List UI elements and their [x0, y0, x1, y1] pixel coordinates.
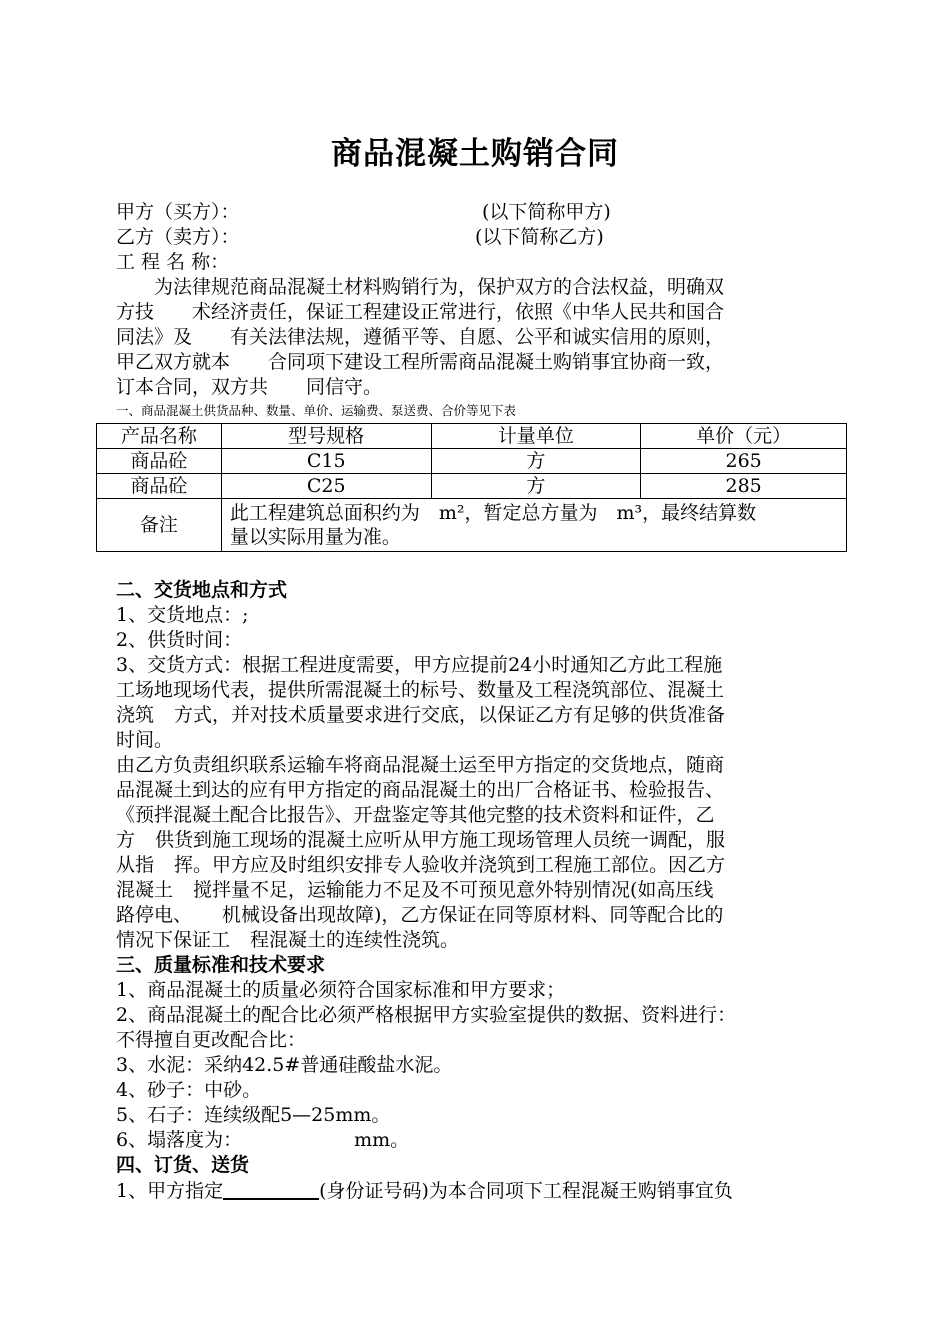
preamble-fragment: 方技: [116, 301, 155, 323]
transport-fragment: 机械设备出现故障)，乙方保证在同等原材料、同等配合比的: [222, 904, 724, 926]
table-cell: 商品砼: [97, 474, 222, 499]
table-note-text: [221, 499, 846, 552]
table-note-row: [97, 499, 847, 552]
preamble-fragment: 有关法律法规，遵循平等、自愿、公平和诚实信用的原则，: [230, 326, 725, 348]
transport-line: [116, 853, 725, 877]
buyer-label: 甲方（买方）：: [116, 201, 240, 223]
transport-fragment: 情况下保证工: [116, 929, 231, 951]
seller-note: (以下简称乙方): [475, 226, 604, 248]
transport-line: 由乙方负责组织联系运输车将商品混凝土运至甲方指定的交货地点，随商: [116, 754, 725, 776]
section-3-heading: 三、质量标准和技术要求: [116, 954, 326, 976]
table-header-row: [97, 424, 847, 449]
preamble-line: [116, 350, 724, 374]
table-note-line: 量以实际用量为准。: [229, 526, 401, 548]
section-4-heading: 四、订货、送货: [116, 1154, 250, 1176]
goods-table: [96, 423, 847, 552]
delivery-mode-line: 时间。: [116, 729, 174, 751]
preamble-line: [116, 300, 724, 324]
delivery-mode-fragment: 方式，并对技术质量要求进行交底，以保证乙方有足够的供货准备: [174, 704, 726, 726]
preamble-fragment: 术经济责任，保证工程建设正常进行，依照《中华人民共和国合: [192, 301, 725, 323]
table-cell: 265: [641, 449, 847, 474]
table-header-cell: 型号规格: [221, 424, 431, 449]
preamble-line: [116, 325, 724, 349]
table-row: [97, 474, 847, 499]
transport-fragment: 程混凝土的连续性浇筑。: [250, 929, 460, 951]
delivery-mode-line: 3、交货方式：根据工程进度需要，甲方应提前24小时通知乙方此工程施: [116, 654, 723, 676]
preamble-fragment: 同信守。: [306, 376, 383, 398]
quality-item: 4、砂子：中砂。: [116, 1079, 262, 1101]
designee-blank-field[interactable]: [223, 1178, 319, 1200]
seller-label: 乙方（卖方）：: [116, 226, 240, 248]
preamble-line: [116, 375, 382, 399]
table-header-cell: 单价（元）: [641, 424, 847, 449]
table-cell: 285: [641, 474, 847, 499]
transport-fragment: 搅拌量不足，运输能力不足及不可预见意外特别情况(如高压线: [193, 879, 714, 901]
delivery-time: 2、供货时间：: [116, 629, 243, 651]
transport-line: [116, 928, 459, 952]
quality-item: 5、石子：连续级配5—25mm。: [116, 1104, 391, 1126]
transport-line: [116, 828, 725, 852]
table-cell: 方: [431, 449, 641, 474]
table-note-line: 此工程建筑总面积约为 m²，暂定总方量为 m³，最终结算数: [229, 502, 757, 524]
table-header-cell: 计量单位: [431, 424, 641, 449]
table-row: [97, 449, 847, 474]
transport-fragment: 挥。甲方应及时组织安排专人验收并浇筑到工程施工部位。因乙方: [174, 854, 726, 876]
transport-fragment: 路停电、: [116, 904, 193, 926]
table-cell: 方: [431, 474, 641, 499]
transport-line: 《预拌混凝土配合比报告》、开盘鉴定等其他完整的技术资料和证件，乙: [116, 804, 715, 826]
transport-line: [116, 903, 723, 927]
transport-fragment: 供货到施工现场的混凝土应听从甲方施工现场管理人员统一调配，服: [155, 829, 726, 851]
transport-line: 品混凝土到达的应有甲方指定的商品混凝土的出厂合格证书、检验报告、: [116, 779, 725, 801]
preamble-line: 为法律规范商品混凝土材料购销行为，保护双方的合法权益，明确双: [154, 276, 725, 298]
transport-line: [116, 878, 713, 902]
section-1-caption: 一、商品混凝土供货品种、数量、单价、运输费、泵送费、合价等见下表: [116, 403, 517, 418]
slump-label: 6、塌落度为：: [116, 1129, 243, 1151]
delivery-mode-line: 工场地现场代表，提供所需混凝土的标号、数量及工程浇筑部位、混凝土: [116, 679, 725, 701]
order-item-prefix: 1、甲方指定: [116, 1180, 224, 1202]
section-2-heading: 二、交货地点和方式: [116, 579, 288, 601]
transport-fragment: 从指: [116, 854, 155, 876]
preamble-fragment: 合同项下建设工程所需商品混凝土购销事宜协商一致，: [268, 351, 725, 373]
quality-item: [116, 1128, 409, 1152]
table-note-label: 备注: [97, 499, 222, 552]
quality-item: 3、水泥：采纳42.5#普通硅酸盐水泥。: [116, 1054, 453, 1076]
document-title: 商品混凝土购销合同: [331, 136, 619, 172]
table-cell: C15: [221, 449, 431, 474]
buyer-note: (以下简称甲方): [482, 201, 611, 223]
transport-fragment: 方: [116, 829, 136, 851]
order-item-suffix: (身份证号码)为本合同项下工程混凝王购销事宜负: [319, 1180, 733, 1202]
quality-item: 1、商品混凝土的质量必须符合国家标准和甲方要求；: [116, 979, 566, 1001]
delivery-mode-fragment: 浇筑: [116, 704, 155, 726]
table-cell: 商品砼: [97, 449, 222, 474]
delivery-mode-line: [116, 703, 725, 727]
table-header-cell: 产品名称: [97, 424, 222, 449]
preamble-fragment: 同法》及: [116, 326, 193, 348]
quality-item: 2、商品混凝土的配合比必须严格根据甲方实验室提供的数据、资料进行：: [116, 1004, 737, 1026]
preamble-fragment: 甲乙双方就本: [116, 351, 231, 373]
table-cell: C25: [221, 474, 431, 499]
slump-unit: mm。: [354, 1129, 410, 1151]
quality-item: 不得擅自更改配合比：: [116, 1029, 307, 1051]
order-item: [116, 1178, 733, 1203]
delivery-place: 1、交货地点：;: [116, 604, 249, 626]
preamble-fragment: 订本合同，双方共: [116, 376, 269, 398]
project-name-label: 工 程 名 称：: [116, 251, 230, 273]
transport-fragment: 混凝土: [116, 879, 174, 901]
